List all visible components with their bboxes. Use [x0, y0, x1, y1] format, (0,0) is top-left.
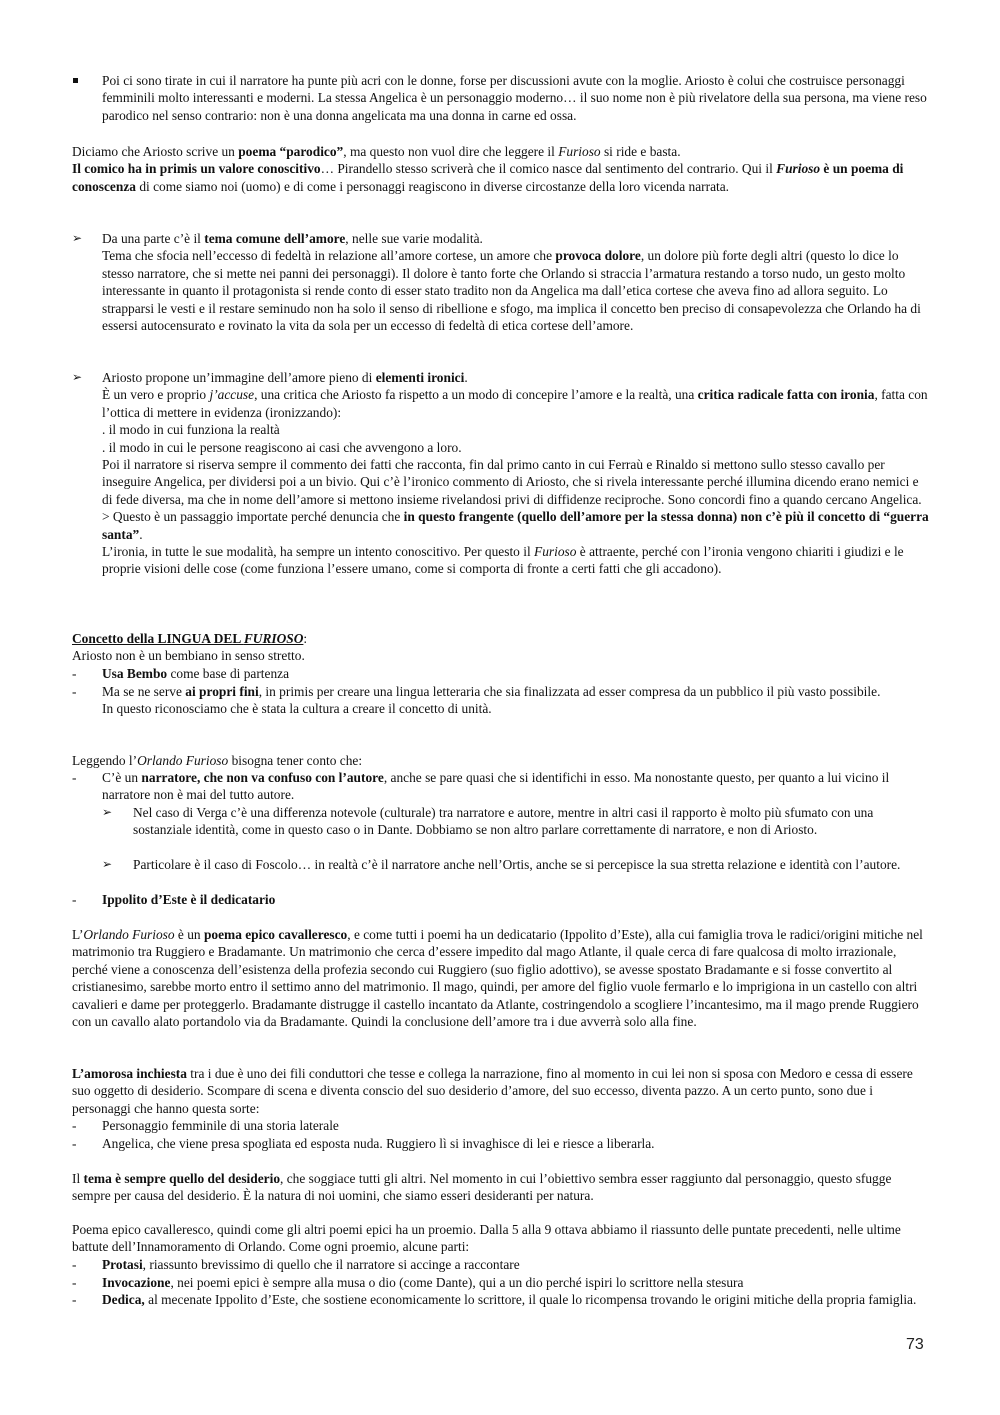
bold-run: Usa Bembo: [102, 666, 168, 681]
dash-marker: -: [72, 770, 77, 785]
bold-run: tema è sempre quello del desiderio: [83, 1171, 281, 1186]
bold-run: Invocazione: [102, 1275, 171, 1290]
dash-marker: -: [72, 1292, 77, 1307]
text-line: Poema epico cavalleresco, quindi come gli altri poemi epici ha un proemio. Dalla 5 alla 9 ottava abbiamo il riassunto delle puntate precedenti, nelle ultime battute dell’Innamoramento di Orlando. Come ogni proemio, alcune parti:: [72, 1222, 901, 1255]
italic-run: Furioso: [558, 144, 601, 159]
bold-run: provoca dolore: [555, 248, 641, 264]
text-run: , un dolore più forte degli altri (questo lo dice lo stesso narratore, che si mette nei panni dei personaggi). Il dolore è tanto forte che Orlando si straccia l’armatura restando a torso nudo, un gesto molto interessante in quanto il protagonista si rende conto di esser stato tradito non da Angelica ma dall’etica cortese che aveva fino ad allora seguito. Lo strapparsi le vesti e il restare seminudo non ha solo il senso di ribellione e sfogo, ma implica il concetto ben preciso di consapevolezza che Orlando ha di essersi autocensurato e rovinato la vita da sola per un eccesso di fedeltà di etica cortese dell’amore.: [102, 248, 921, 334]
dash-marker: -: [72, 666, 77, 681]
arrow-bullet-icon: ➢: [72, 370, 83, 384]
text-run: Da una parte c’è il: [102, 231, 205, 246]
bullet-paragraph-donne: [72, 72, 932, 124]
section-lingua: [72, 630, 932, 665]
text-run: di come siamo noi (uomo) e di come i personaggi reagiscono in diverse circostanze della loro vicenda narrata.: [135, 178, 730, 194]
text-run: è attraente, perché con l’ironia vengono chiariti i giudizi e le proprie visioni delle cose (come funziona l’essere umano, come si comporta di fronte a certi fatti che gli accadono).: [102, 544, 904, 577]
paragraph-poema-epico: [72, 926, 932, 1030]
text-run: , nei poemi epici è sempre alla musa o dio (come Dante), qui a un dio perché ispiri lo scrittore nella stesura: [170, 1275, 744, 1290]
dash-marker: -: [72, 684, 77, 699]
bold-run: Ippolito d’Este è il dedicatario: [102, 892, 276, 907]
text-run: come base di partenza: [167, 666, 290, 681]
arrow-paragraph-ironia: [72, 369, 932, 578]
section-heading: [72, 630, 932, 647]
bold-italic-run: Furioso: [776, 161, 821, 177]
bold-run: in questo frangente (quello dell’amore per la stessa donna) non c’è più il concetto di “guerra santa”: [102, 509, 929, 542]
bold-run: Il comico ha in primis un valore conoscitivo: [72, 161, 321, 177]
arrow-paragraph-amore: [72, 230, 932, 334]
heading-run: :: [303, 631, 308, 646]
text-run: .: [139, 526, 143, 542]
arrow-bullet-icon: ➢: [72, 231, 83, 245]
bold-run: poema epico cavalleresco: [203, 927, 348, 942]
bold-run: elementi ironici: [375, 370, 465, 385]
text-run: , ma questo non vuol dire che leggere il: [343, 144, 559, 159]
bold-run: Dedica,: [102, 1292, 145, 1307]
sub-item-verga: [102, 804, 932, 839]
dash-marker: -: [72, 1136, 77, 1151]
text-line: Ariosto non è un bembiano in senso stretto.: [72, 648, 305, 664]
text-run: È un vero e proprio: [102, 387, 210, 403]
dash-marker: -: [72, 1257, 77, 1272]
sub-item-foscolo: [102, 856, 932, 873]
bold-run: tema comune dell’amore: [204, 231, 346, 246]
bold-run: ai propri fini: [185, 684, 259, 699]
text-line: Personaggio femminile di una storia laterale: [102, 1118, 339, 1133]
text-run: C’è un: [102, 770, 142, 785]
dash-marker: -: [72, 892, 77, 907]
bold-run: critica radicale fatta con ironia: [697, 387, 875, 403]
text-run: L’: [72, 927, 84, 942]
text-run: , una critica che Ariosto fa rispetto a un modo di concepire l’amore e la realtà, una: [254, 387, 698, 403]
text-line: Nel caso di Verga c’è una differenza notevole (culturale) tra narratore e autore, mentre in altri casi il rapporto è molto più sfumato con una sostanziale identità, come in questo caso o in Dante. Dobbiamo se non altro parlare correttamente di narratore, e non di Ariosto.: [133, 805, 874, 838]
italic-run: Furioso: [534, 544, 577, 560]
text-run: L’ironia, in tutte le sue modalità, ha sempre un intento conoscitivo. Per questo il: [102, 544, 535, 560]
text-line: Angelica, che viene presa spogliata ed esposta nuda. Ruggiero lì si invaghisce di lei e riesce a liberarla.: [102, 1136, 655, 1151]
list-line: . il modo in cui le persone reagiscono ai casi che avvengono a loro.: [102, 439, 462, 455]
paragraph-amorosa-inchiesta: [72, 1065, 932, 1117]
text-run: si ride e basta.: [600, 144, 681, 159]
italic-run: Orlando Furioso: [137, 753, 229, 768]
paragraph-desiderio: [72, 1170, 932, 1205]
text-run: Tema che sfocia nell’eccesso di fedeltà in relazione all’amore cortese, un amore che: [102, 248, 556, 264]
text-run: , in primis per creare una lingua letteraria che sia finalizzata ad esser compresa da un pubblico il più vasto possibile.: [258, 684, 881, 699]
italic-run: j’accuse: [209, 387, 255, 403]
text-run: Ariosto propone un’immagine dell’amore pieno di: [102, 370, 376, 385]
text-run: > Questo è un passaggio importate perché denuncia che: [102, 509, 404, 525]
page-number: 73: [906, 1336, 924, 1353]
dash-marker: -: [72, 1118, 77, 1133]
text-run: , nelle sue varie modalità.: [345, 231, 483, 246]
text-run: , anche se pare quasi che si identifichi in esso. Ma nonostante questo, per quanto a lui vicino il narratore non è mai del tutto autore.: [102, 770, 890, 803]
text-run: .: [464, 370, 468, 385]
text-run: al mecenate Ippolito d’Este, che sostiene economicamente lo scrittore, il quale lo ricompensa trovando le origini mitiche della propria famiglia.: [144, 1292, 917, 1307]
text-run: è un: [174, 927, 204, 942]
italic-run: Orlando Furioso: [83, 927, 175, 942]
text-run: Leggendo l’: [72, 753, 138, 768]
paragraph-parodico: [72, 143, 932, 195]
text-run: , riassunto brevissimo di quello che il narratore si accinge a raccontare: [142, 1257, 520, 1272]
dash-item-personaggio: [72, 1117, 932, 1134]
text-line: Particolare è il caso di Foscolo… in realtà c’è il narratore anche nell’Ortis, anche se si percepisce la sua stretta relazione e identità con l’autore.: [133, 857, 901, 872]
text-run: , e come tutti i poemi ha un dedicatario (Ippolito d’Este), alla cui famiglia trova le radici/origini mitiche nel matrimonio tra Ruggiero e Bradamante. Un matrimonio che cerca d’essere impedito dal mago Atlante, il quale cerca di fare qualcosa di molto irrazionale, perché viene a conoscenza dell’esistenza della profezia secondo cui Ruggiero (suo figlio adottivo), se avesse spostato Bradamante e si fosse convertito al cristianesimo, sarebbe morto entro il settimo anno del matrimonio. Il mago, quindi, per amore del figlio vuole fermarlo e lo imprigiona in un castello con altri cavalieri e dame per proteggerlo. Bradamante distrugge il castello incantato da Atlante, costringendolo a scogliere l’incantesimo, ma il mago prende Ruggiero con un cavallo alato portandolo via da Bradamante. Quindi la conclusione dell’amore tra i due avverrà solo alla fine.: [72, 927, 923, 1030]
list-line: . il modo in cui funziona la realtà: [102, 422, 280, 438]
dash-item-dedicatario: [72, 891, 932, 908]
dash-item-fini: [72, 683, 932, 718]
paragraph-text: Poi ci sono tirate in cui il narratore ha punte più acri con le donne, forse per discussioni avute con la moglie. Ariosto è colui che costruisce personaggi femminili molto interessanti e moderni. La stessa Angelica è un personaggio moderno… il suo nome non è più rivelatore della sua persona, ma viene reso parodico nel senso contrario: non è una donna angelicata ma una donna in carne ed ossa.: [102, 73, 927, 123]
text-run: … Pirandello stesso scriverà che il comico nasce dal sentimento del contrario. Qui il: [320, 161, 777, 177]
arrow-bullet-icon: ➢: [102, 805, 113, 819]
text-line: Poi il narratore si riserva sempre il commento dei fatti che racconta, fin dal primo canto in cui Ferraù e Rinaldo si mettono sullo stesso cavallo per inseguire Angelica, per dividersi poi a un bivio. Qui c’è l’ironico commento di Ariosto, che si rivela interessante perché illumina dicendo erano nemici e di fede diversa, ma che in nome dell’amore si mettono insieme rivelandosi privi di diffidenze reciproche. Sono concordi fino a quando cercano Angelica.: [102, 457, 922, 507]
text-run: , che soggiace tutti gli altri. Nel momento in cui l’obiettivo sembra esser raggiunto dal personaggio, questo sfugge sempre per causa del desiderio. È la natura di noi uomini, che siamo esseri desideranti per natura.: [72, 1171, 892, 1204]
text-run: Diciamo che Ariosto scrive un: [72, 144, 239, 159]
text-line: In questo riconosciamo che è stata la cultura a creare il concetto di unità.: [102, 701, 492, 717]
dash-item-narratore: [72, 769, 932, 804]
bold-run: Protasi: [102, 1257, 143, 1272]
dash-item-angelica: [72, 1135, 932, 1152]
text-run: , fatta con l’ottica di mettere in evidenza (ironizzando):: [102, 387, 928, 420]
text-run: bisogna tener conto che:: [228, 753, 363, 768]
text-run: Ma se ne serve: [102, 684, 186, 699]
paragraph-leggendo: [72, 752, 932, 769]
arrow-bullet-icon: ➢: [102, 857, 113, 871]
text-run: Il: [72, 1171, 84, 1186]
heading-run: FURIOSO: [243, 631, 304, 646]
text-run: tra i due è uno dei fili conduttori che tesse e collega la narrazione, fino al momento in cui lei non si sposa con Medoro e cessa di essere suo oggetto di desiderio. Scompare di scena e diventa conscio del suo desiderio d’amore, del suo eccesso, diventa pazzo. A un certo punto, sono due i personaggi che hanno questa sorte:: [72, 1066, 913, 1116]
bold-run: poema “parodico”: [238, 144, 344, 159]
dash-item-dedica: [72, 1291, 932, 1308]
dash-marker: -: [72, 1275, 77, 1290]
bold-run: è un poema di conoscenza: [72, 161, 904, 194]
heading-run: Concetto della LINGUA DEL: [72, 631, 244, 646]
dash-item-protasi: [72, 1256, 932, 1273]
bold-run: L’amorosa inchiesta: [72, 1066, 187, 1081]
paragraph-proemio: [72, 1221, 932, 1256]
bold-run: narratore, che non va confuso con l’autore: [141, 770, 384, 785]
dash-item-usa-bembo: [72, 665, 932, 682]
dash-item-invocazione: [72, 1274, 932, 1291]
square-bullet-icon: [72, 72, 100, 89]
